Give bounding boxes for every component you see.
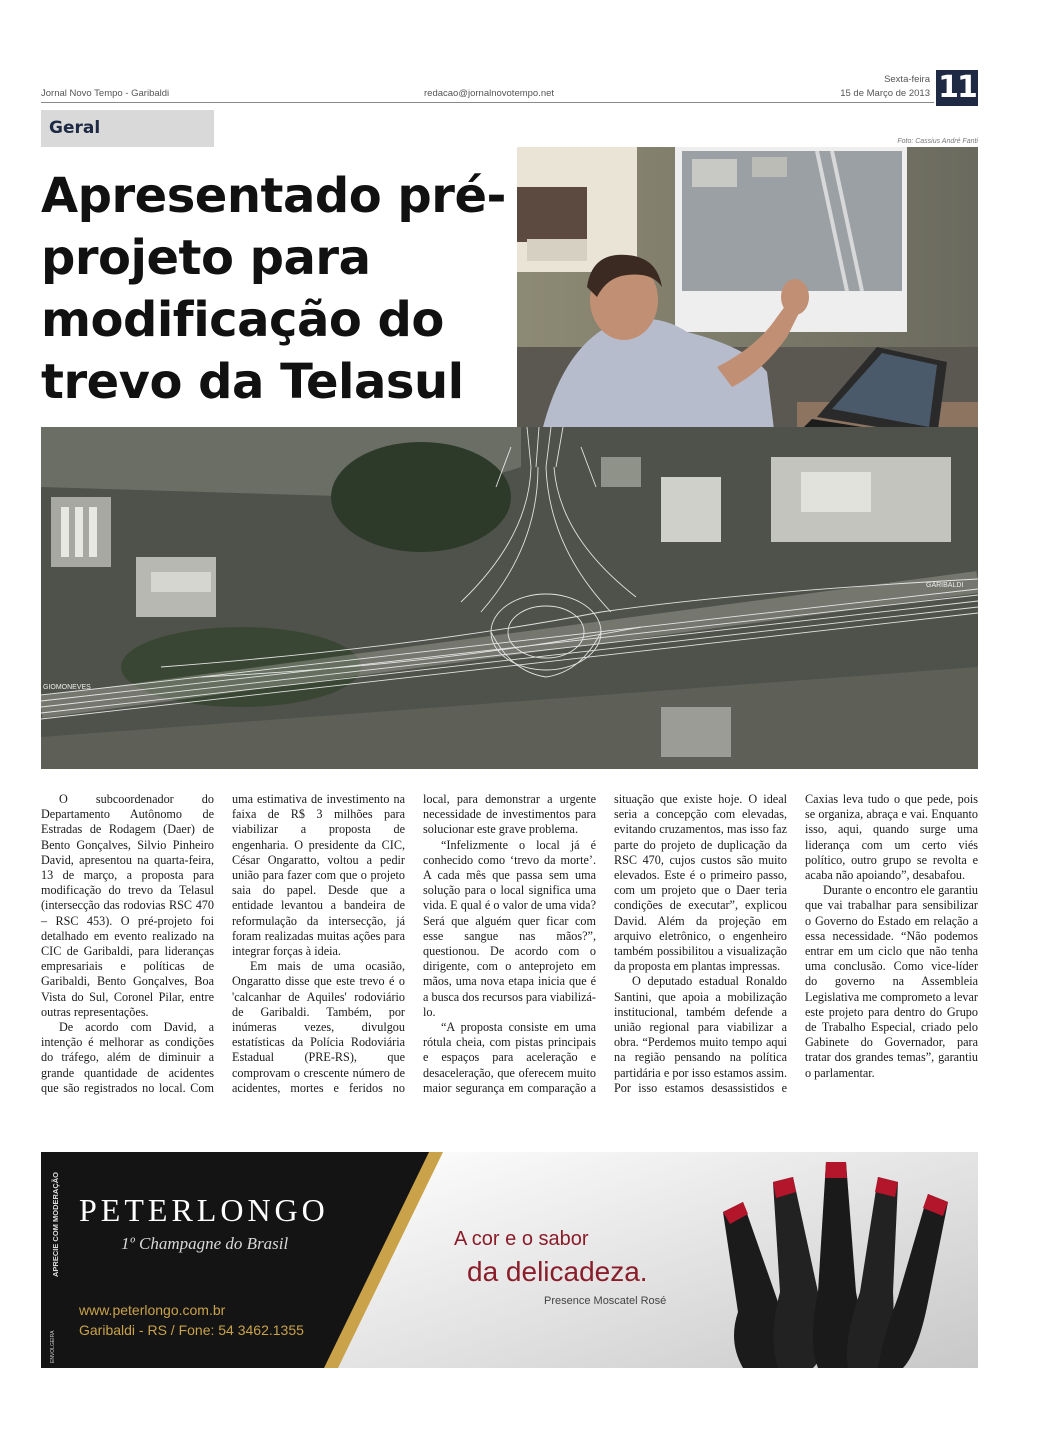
article-paragraph: “Infelizmente o local já é conhecido como ‘trevo da morte’. A cada mês que passa sem uma solução para o local significa uma vida. E qual é o valor de uma vida? Será que alguém quer ficar com esse sangue nas mãos?”, questionou. De acordo com o dirigente, com o anteprojeto em mãos, uma nova etapa inicia que é a busca dos recursos para viabilizá-lo. bbox=[423, 837, 596, 1019]
article-paragraph: Durante o encontro ele garantiu que vai trabalhar para sensibilizar o Governo do Estado em relação a essa necessidade. “Não podemos entrar em um ciclo que não tenha uma conclusão. Como vice-líder do governo na Assembleia Legislativa me comprometo a levar este projeto para dentro do Grupo de Trabalho Especial, criado pelo Gabinete do Governador, para tratar dos grandes temas”, garantiu o parlamentar. bbox=[805, 883, 978, 1080]
ad-product-name: Presence Moscatel Rosé bbox=[544, 1295, 667, 1307]
interchange-map-illustration bbox=[41, 427, 978, 769]
ad-agency-credit: ENVOLGEIRA bbox=[50, 1330, 56, 1363]
ad-subtitle: 1º Champagne do Brasil bbox=[121, 1234, 289, 1253]
ad-address: Garibaldi - RS / Fone: 54 3462.1355 bbox=[79, 1322, 304, 1338]
section-label bbox=[41, 110, 214, 147]
ad-tagline-2: da delicadeza. bbox=[467, 1256, 648, 1287]
peterlongo-advertisement[interactable] bbox=[41, 1152, 978, 1368]
map-label-right: GARIBALDI bbox=[926, 582, 964, 589]
article-body bbox=[41, 792, 978, 1132]
ad-moderation-notice: APRECIE COM MODERAÇÃO bbox=[51, 1171, 60, 1277]
section-label-text: Geral bbox=[49, 118, 101, 138]
article-paragraph: O deputado estadual Ronaldo Santini, que apoia a mobilização institucional, também defende a união regional para viabilizar a obra. “Perdemos muito tempo aqui na região pensando na política partidária e por isso estamos assim. Por isso estamos desassistidos e Caxias leva tudo o que pede, pois se organiza, abraça e vai. Enquanto isso, aqui, quando surge uma liderança com um certo viés político, outro grupo se revolta e acaba não apoiando”, desabafou. bbox=[614, 792, 978, 1095]
article-paragraph: De acordo com David, a intenção é melhorar as condições do tráfego, além de diminuir a grande quantidade de acidentes que são registrados no local. Com uma estimativa de investimento na faixa de R$ 3 milhões para viabilizar a proposta de engenharia. O presidente da CIC, César Ongaratto, voltou a pedir união para fazer com que o projeto saia do papel. Desde que a entidade levantou a bandeira de reformulação da intersecção, já foram realizadas muitas ações para integrar forças à ideia. bbox=[41, 792, 405, 1095]
ad-brand: PETERLONGO bbox=[79, 1192, 329, 1228]
interchange-aerial-map bbox=[41, 427, 978, 769]
weekday: Sexta-feira bbox=[884, 74, 930, 85]
champagne-bottles-image bbox=[718, 1152, 978, 1368]
publication-name: Jornal Novo Tempo - Garibaldi bbox=[41, 88, 170, 99]
map-label-left: GIOMONEVES bbox=[43, 684, 91, 691]
ad-website-link[interactable]: www.peterlongo.com.br bbox=[79, 1302, 226, 1318]
page-number: 11 bbox=[936, 70, 978, 106]
headline: Apresentado pré-projeto para modificação do trevo da Telasul bbox=[41, 168, 506, 410]
masthead bbox=[41, 70, 978, 106]
presenter-photo bbox=[517, 147, 978, 454]
photo-credit: Foto: Cassius André Fanti bbox=[897, 138, 978, 145]
article-paragraph: O subcoordenador do Departamento Autônomo de Estradas de Rodagem (Daer) de Bento Gonçalves, Silvio Pinheiro David, apresentou na quarta-feira, 13 de março, a proposta para modificação do trevo da Telasul (intersecção das rodovias RSC 470 – RSC 453). O pré-projeto foi detalhado em evento realizado na CIC de Garibaldi, para lideranças empresariais e políticas de Garibaldi, Bento Gonçalves, Boa Vista do Sul, Coronel Pilar, entre outras representações. bbox=[41, 792, 214, 1019]
presenter-photo-illustration bbox=[517, 147, 978, 454]
newsroom-email[interactable]: redacao@jornalnovotempo.net bbox=[424, 88, 555, 99]
issue-date: 15 de Março de 2013 bbox=[840, 88, 930, 99]
header-rule bbox=[41, 102, 934, 103]
article-paragraph: Em mais de uma ocasião, Ongaratto disse que este trevo é o 'calcanhar de Aquiles' rodoviário de Garibaldi. Também, por inúmeras vezes, divulgou estatísticas da Polícia Rodoviária Estadual (PRE-RS), que comprovam o crescente número de acidentes, mortes e feridos no local, para demonstrar a urgente necessidade de investimentos para solucionar este grave problema. bbox=[232, 792, 596, 1095]
ad-tagline-1: A cor e o sabor bbox=[454, 1228, 589, 1250]
article-paragraph: “A proposta consiste em uma rótula cheia, com pistas principais e espaços para aceleração e desaceleração, que oferecem muito maior segurança em comparação a situação que existe hoje. O ideal seria a concepção com elevadas, evitando cruzamentos, mas isso faz parte do projeto de duplicação da RSC 470, cujos custos são muito elevados. Este é o primeiro passo, com um projeto que o Daer teria condições de executar”, explicou David. Além da projeção em arquivo eletrônico, o engenheiro também possibilitou a visualização da proposta em plantas impressas. bbox=[423, 792, 787, 1095]
